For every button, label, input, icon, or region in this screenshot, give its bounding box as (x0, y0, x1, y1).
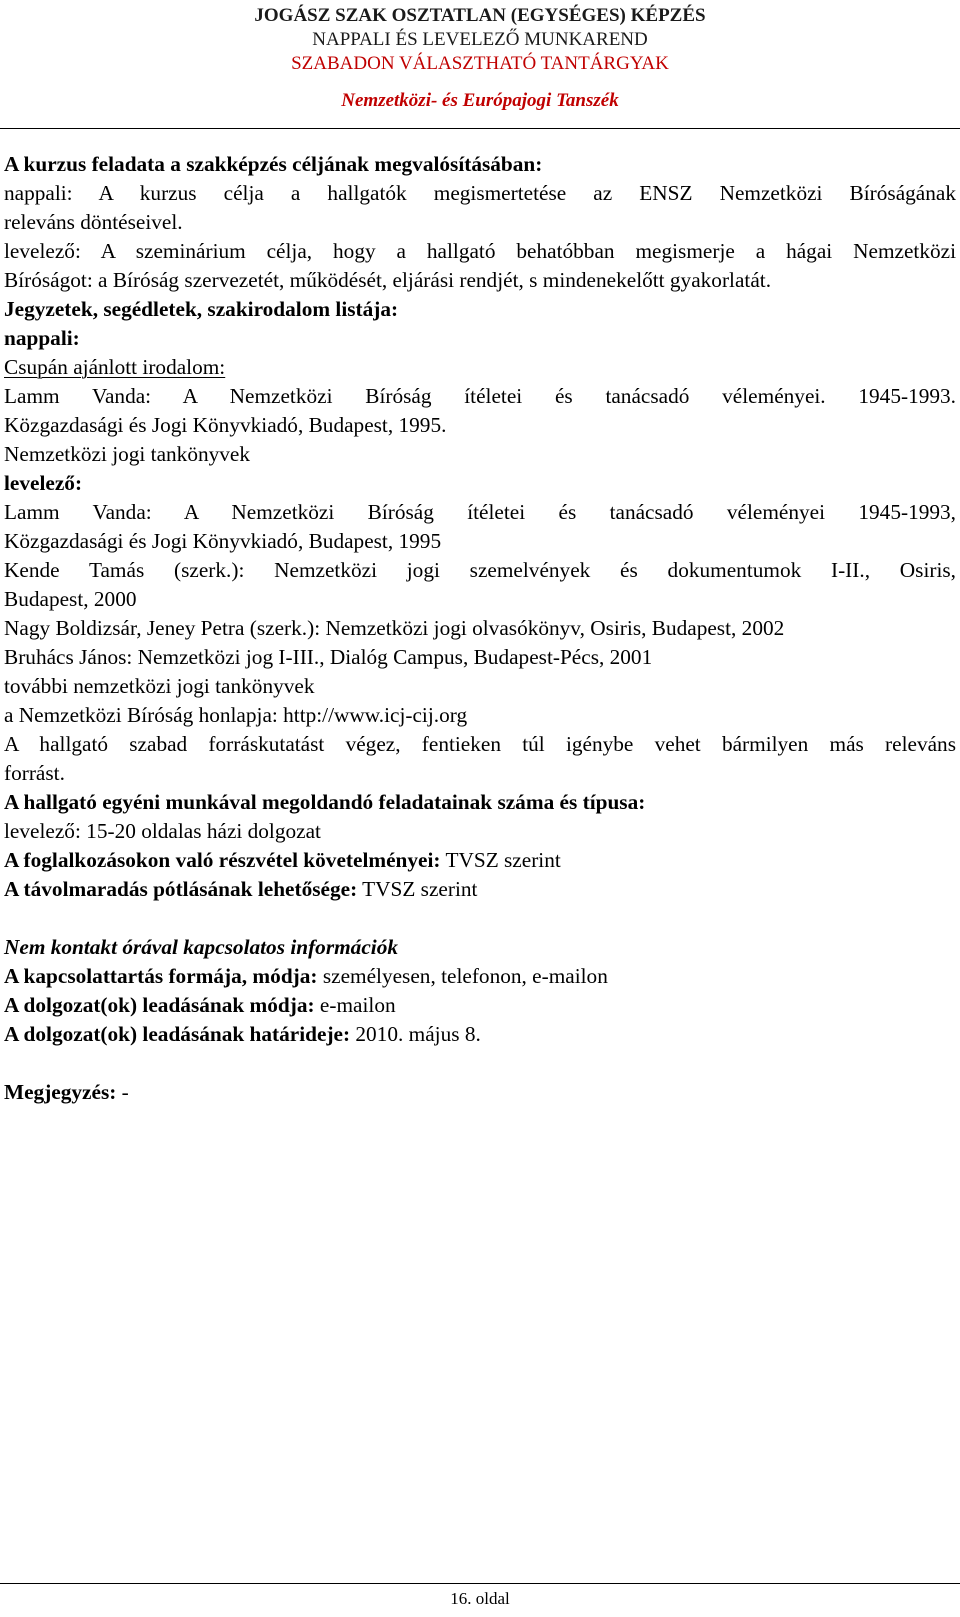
study-mode: NAPPALI ÉS LEVELEZŐ MUNKAREND (312, 29, 648, 50)
program-title: JOGÁSZ SZAK OSZTATLAN (EGYSÉGES) KÉPZÉS (254, 5, 706, 26)
course-task-heading: A kurzus feladata a szakképzés céljának megvalósításában: (4, 152, 543, 176)
contact-value: személyesen, telefonon, e-mailon (317, 964, 608, 988)
literature-levelezo-label: levelező: (4, 471, 83, 495)
absence-value: TVSZ szerint (357, 877, 478, 901)
levelezo-ref5: további nemzetközi jogi tankönyvek (4, 674, 315, 698)
department-name: Nemzetközi- és Európajogi Tanszék (341, 90, 619, 111)
page-number: 16. oldal (450, 1589, 510, 1608)
contact-label: A kapcsolattartás formája, módja: (4, 964, 318, 988)
free-research-line1: A hallgató szabad forráskutatást végez, fentieken túl igénybe vehet bármilyen más releváns (4, 732, 956, 756)
course-category: SZABADON VÁLASZTHATÓ TANTÁRGYAK (291, 53, 669, 74)
non-contact-heading: Nem kontakt órával kapcsolatos információk (4, 935, 398, 959)
contact-info (4, 962, 956, 991)
levelezo-ref3: Nagy Boldizsár, Jeney Petra (szerk.): Nemzetközi jogi olvasókönyv, Osiris, Budapest, 2002 (4, 616, 785, 640)
levelezo-ref6: a Nemzetközi Bíróság honlapja: http://www.icj-cij.org (4, 703, 468, 727)
absence-label: A távolmaradás pótlásának lehetősége: (4, 877, 358, 901)
submission-label: A dolgozat(ok) leadásának módja: (4, 993, 315, 1017)
course-task-levelezo-line2: Bíróságot: a Bíróság szervezetét, működését, eljárási rendjét, s mindenekelőtt gyakorlatát. (4, 268, 772, 292)
section-spacer (4, 904, 956, 933)
nappali-ref2: Nemzetközi jogi tankönyvek (4, 442, 251, 466)
recommended-literature-label (4, 353, 956, 382)
course-task-nappali-line1: nappali: A kurzus célja a hallgatók megismertetése az ENSZ Nemzetközi Bíróságának (4, 181, 956, 205)
levelezo-ref1-line2: Közgazdasági és Jogi Könyvkiadó, Budapest, 1995 (4, 529, 442, 553)
page-header (0, 4, 960, 113)
literature-nappali-label: nappali: (4, 326, 80, 350)
document-body (4, 150, 956, 1107)
deadline-label: A dolgozat(ok) leadásának határideje: (4, 1022, 351, 1046)
levelezo-ref4: Bruhács János: Nemzetközi jog I-III., Dialóg Campus, Budapest-Pécs, 2001 (4, 645, 653, 669)
deadline-value: 2010. május 8. (350, 1022, 481, 1046)
recommended-literature-text: Csupán ajánlott irodalom: (4, 355, 226, 379)
tasks-levelezo: levelező: 15-20 oldalas házi dolgozat (4, 819, 321, 843)
attendance-value: TVSZ szerint (440, 848, 561, 872)
tasks-heading: A hallgató egyéni munkával megoldandó feladatainak száma és típusa: (4, 790, 646, 814)
nappali-ref1-line2: Közgazdasági és Jogi Könyvkiadó, Budapest, 1995. (4, 413, 447, 437)
course-task-levelezo-line1: levelező: A szeminárium célja, hogy a hallgató behatóbban megismerje a hágai Nemzetközi (4, 239, 956, 263)
header-divider (0, 128, 960, 129)
levelezo-ref1-line1: Lamm Vanda: A Nemzetközi Bíróság ítéletei és tanácsadó véleményei 1945-1993, (4, 500, 956, 524)
deadline-info (4, 1020, 956, 1049)
attendance-requirement (4, 846, 956, 875)
note-value: - (116, 1080, 129, 1104)
nappali-ref1-line1: Lamm Vanda: A Nemzetközi Bíróság ítéletei és tanácsadó véleményei. 1945-1993. (4, 384, 956, 408)
attendance-label: A foglalkozásokon való részvétel követelményei: (4, 848, 441, 872)
levelezo-ref2-line2: Budapest, 2000 (4, 587, 137, 611)
levelezo-ref2-line1: Kende Tamás (szerk.): Nemzetközi jogi szemelvények és dokumentumok I-II., Osiris, (4, 558, 956, 582)
free-research-line2: forrást. (4, 761, 65, 785)
section-spacer-2 (4, 1049, 956, 1078)
submission-info (4, 991, 956, 1020)
submission-value: e-mailon (314, 993, 396, 1017)
footer-divider (0, 1583, 960, 1584)
literature-heading: Jegyzetek, segédletek, szakirodalom listája: (4, 297, 399, 321)
note (4, 1078, 956, 1107)
note-label: Megjegyzés: (4, 1080, 117, 1104)
course-task-nappali-line2: releváns döntéseivel. (4, 210, 183, 234)
absence-makeup (4, 875, 956, 904)
